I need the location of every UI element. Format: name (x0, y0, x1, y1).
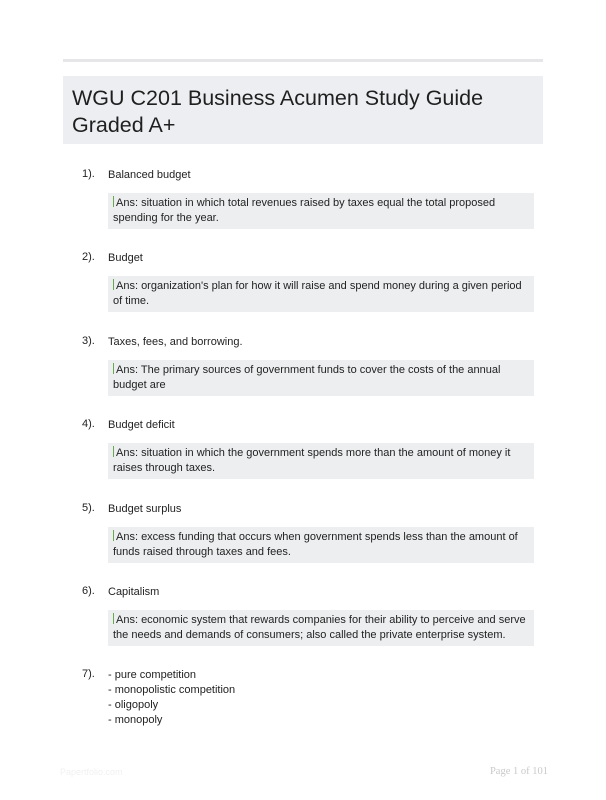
answer-box (108, 527, 534, 563)
answer-box (108, 193, 534, 229)
page-title: WGU C201 Business Acumen Study Guide Graded A+ (72, 86, 484, 137)
question-term: Budget (108, 252, 143, 264)
answer-marker (113, 446, 114, 457)
answer-box (108, 610, 534, 646)
top-divider (63, 59, 543, 62)
answer-text: Ans: situation in which the government spends more than the amount of money it raises through taxes. (113, 447, 511, 474)
answer-text: Ans: organization's plan for how it will raise and spend money during a given period of time. (113, 280, 522, 307)
question-number: 5). (82, 502, 95, 514)
answer-text: Ans: situation in which total revenues raised by taxes equal the total proposed spending for the year. (113, 197, 496, 224)
question-term: Balanced budget (108, 169, 191, 181)
question-number: 4). (82, 418, 95, 430)
answer-text: Ans: The primary sources of government funds to cover the costs of the annual budget are (113, 364, 501, 391)
question-term: Budget deficit (108, 419, 175, 431)
question-number: 7). (82, 668, 95, 680)
answer-box (108, 360, 534, 396)
answer-marker (113, 530, 114, 541)
question-number: 1). (82, 168, 95, 180)
question-term: - pure competition - monopolistic competition - oligopoly - monopoly (108, 669, 236, 726)
page-indicator: Page 1 of 101 (489, 766, 548, 777)
question-number: 3). (82, 335, 95, 347)
question-term: Taxes, fees, and borrowing. (108, 336, 243, 348)
answer-box (108, 443, 534, 479)
answer-marker (113, 196, 114, 207)
question-number: 6). (82, 585, 95, 597)
question-term: Budget surplus (108, 503, 182, 515)
question-number: 2). (82, 251, 95, 263)
answer-box (108, 276, 534, 312)
question-term: Capitalism (108, 586, 160, 598)
footer-watermark: Papertfolio.com (60, 767, 123, 777)
answer-marker (113, 363, 114, 374)
answer-text: Ans: excess funding that occurs when government spends less than the amount of funds raised through taxes and fees. (113, 531, 518, 558)
answer-text: Ans: economic system that rewards companies for their ability to perceive and serve the needs and demands of consumers; also called the private enterprise system. (113, 614, 526, 641)
answer-marker (113, 613, 114, 624)
answer-marker (113, 279, 114, 290)
title-banner (63, 76, 543, 144)
